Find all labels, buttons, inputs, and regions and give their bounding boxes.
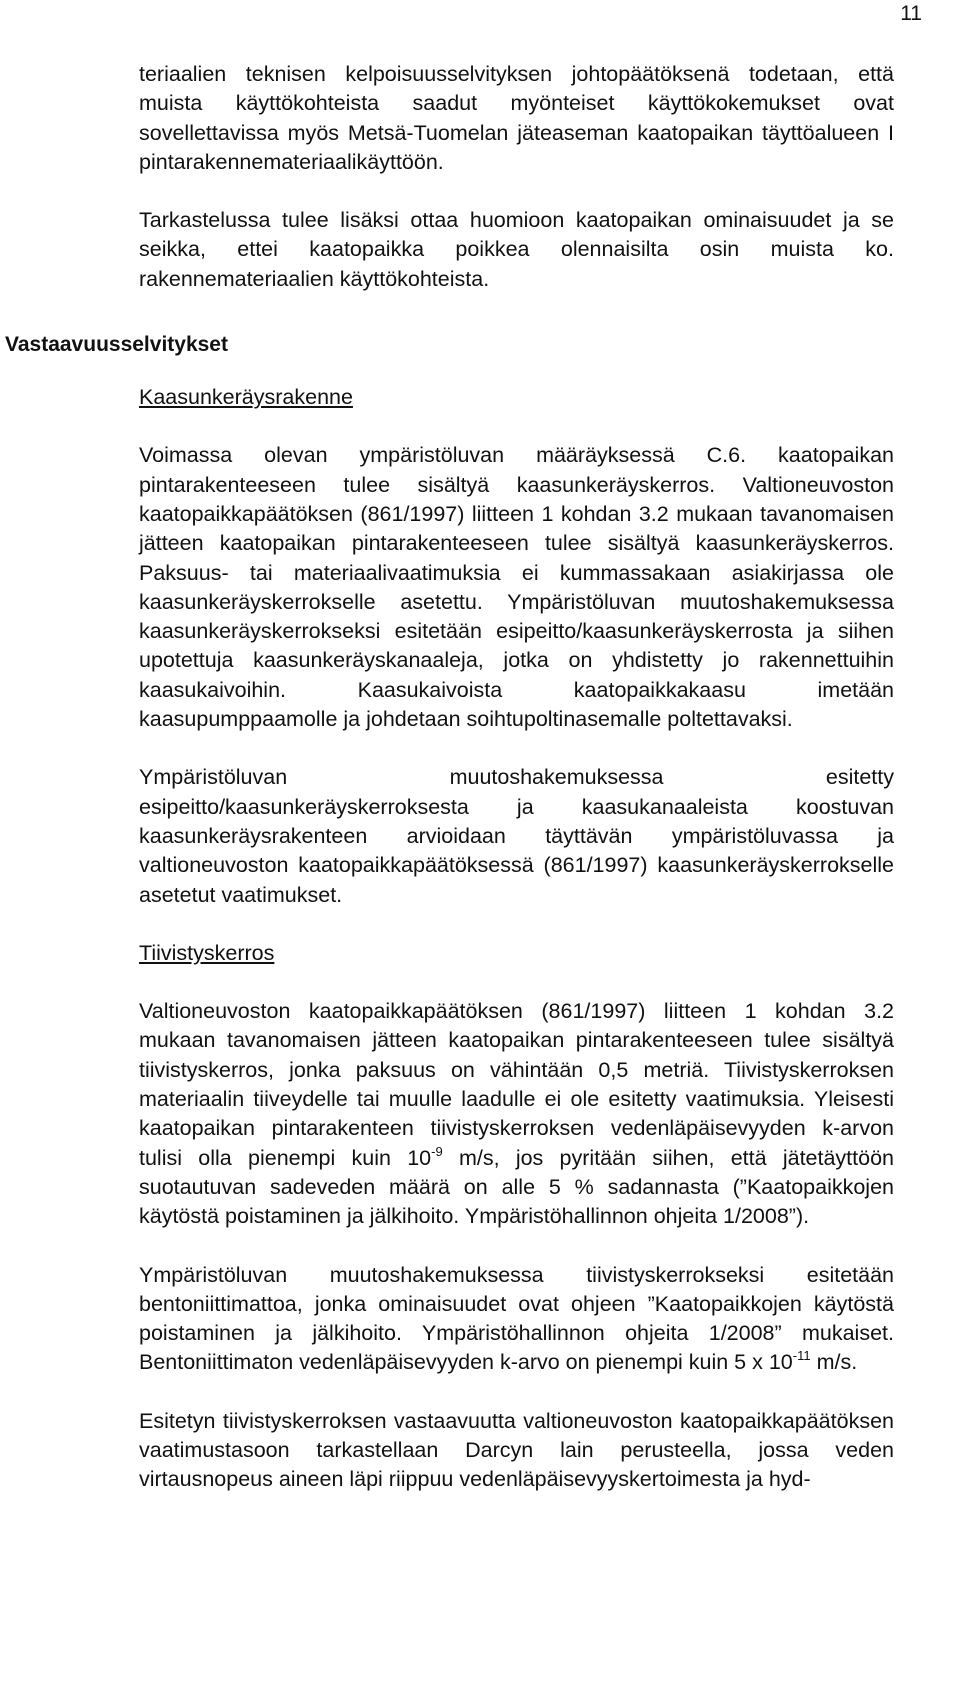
subheading-kaasunkeraysrakenne: Kaasunkeräysrakenne — [139, 385, 353, 410]
intro-paragraph-1: teriaalien teknisen kelpoisuusselvityksen johtopäätöksenä todetaan, että muista käyttökohteista saadut myönteiset käyttökokemukset ovat sovellettavissa myös Metsä-Tuomelan jäteaseman kaatopaikan täyttöalueen I pintarakennemateriaalikäyttöön. — [139, 62, 894, 174]
subheading-tiivistyskerros: Tiivistyskerros — [139, 940, 275, 965]
tiivis-paragraph-2 — [139, 1261, 894, 1378]
tiivis-p2-text-b: m/s. — [810, 1350, 858, 1375]
document-body — [139, 60, 894, 1495]
tiivis-p1-text-a: Valtioneuvoston kaatopaikkapäätöksen (861/1997) liitteen 1 kohdan 3.2 mukaan tavanomaisen jätteen kaatopaikan pintarakenteeseen tulee sisältyä tiivistyskerros, jonka paksuus on vähintään 0,5 metriä. Tiivistyskerroksen materiaalin tiiveydelle tai muulle laadulle ei ole esitetty vaatimuksia. Yleisesti kaatopaikan pintarakenteen tiivistyskerroksen vedenläpäisevyyden k-arvon tulisi olla pienempi kuin 10 — [139, 999, 894, 1170]
kaasu-paragraph-1: Voimassa olevan ympäristöluvan määräyksessä C.6. kaatopaikan pintarakenteeseen tulee sisältyä kaasunkeräyskerros. Valtioneuvoston kaatopaikkapäätöksen (861/1997) liitteen 1 kohdan 3.2 mukaan tavanomaisen jätteen kaatopaikan pintarakenteeseen tulee sisältyä kaasunkeräyskerros. Paksuus- tai materiaalivaatimuksia ei kummassakaan asiakirjassa ole kaasunkeräyskerrokselle asetettu. Ympäristöluvan muutoshakemuksessa kaasunkeräyskerrokseksi esitetään esipeitto/kaasunkeräyskerrosta ja siihen upotettuja kaasunkeräyskanaaleja, jotka on yhdistetty jo rakennettuihin kaasukaivoihin. Kaasukaivoista kaatopaikkakaasu imetään kaasupumppaamolle ja johdetaan soihtupoltinasemalle poltettavaksi. — [139, 443, 894, 732]
kaasu-paragraph-2: Ympäristöluvan muutoshakemuksessa esitetty esipeitto/kaasunkeräyskerroksesta ja kaasukanaaleista koostuvan kaasunkeräysrakenteen arvioidaan täyttävän ympäristöluvassa ja valtioneuvoston kaatopaikkapäätöksessä (861/1997) kaasunkeräyskerrokselle asetetut vaatimukset. — [139, 765, 894, 907]
tiivis-p1-text-b: m/s, jos pyritään siihen, että jätetäyttöön suotautuvan sadeveden määrä on alle 5 % sadannasta (”Kaatopaikkojen käytöstä poistaminen ja jälkihoito. Ympäristöhallinnon ohjeita 1/2008”). — [139, 1145, 894, 1229]
tiivis-p2-text-a: Ympäristöluvan muutoshakemuksessa tiivistyskerrokseksi esitetään bentoniittimattoa, jonka ominaisuudet ovat ohjeen ”Kaatopaikkojen käytöstä poistaminen ja jälkihoito. Ympäristöhallinnon ohjeita 1/2008” mukaiset. Bentoniittimaton vedenläpäisevyyden k-arvo on pienempi kuin 5 x 10 — [139, 1262, 894, 1375]
tiivis-p2-exponent: -11 — [792, 1348, 811, 1364]
tiivis-p1-exponent: -9 — [431, 1143, 443, 1159]
tiivis-paragraph-1 — [139, 997, 894, 1231]
intro-paragraph-2: Tarkastelussa tulee lisäksi ottaa huomioon kaatopaikan ominaisuudet ja se seikka, ettei kaatopaikka poikkea olennaisilta osin muista ko. rakennemateriaalien käyttökohteista. — [139, 208, 894, 291]
section-heading-vastaavuusselvitykset: Vastaavuusselvitykset — [5, 333, 228, 356]
tiivis-paragraph-3: Esitetyn tiivistyskerroksen vastaavuutta valtioneuvoston kaatopaikkapäätöksen vaatimustasoon tarkastellaan Darcyn lain perusteella, jossa veden virtausnopeus aineen läpi riippuu vedenläpäisevyyskertoimesta ja hyd- — [139, 1408, 894, 1492]
page-number: 11 — [900, 2, 922, 25]
